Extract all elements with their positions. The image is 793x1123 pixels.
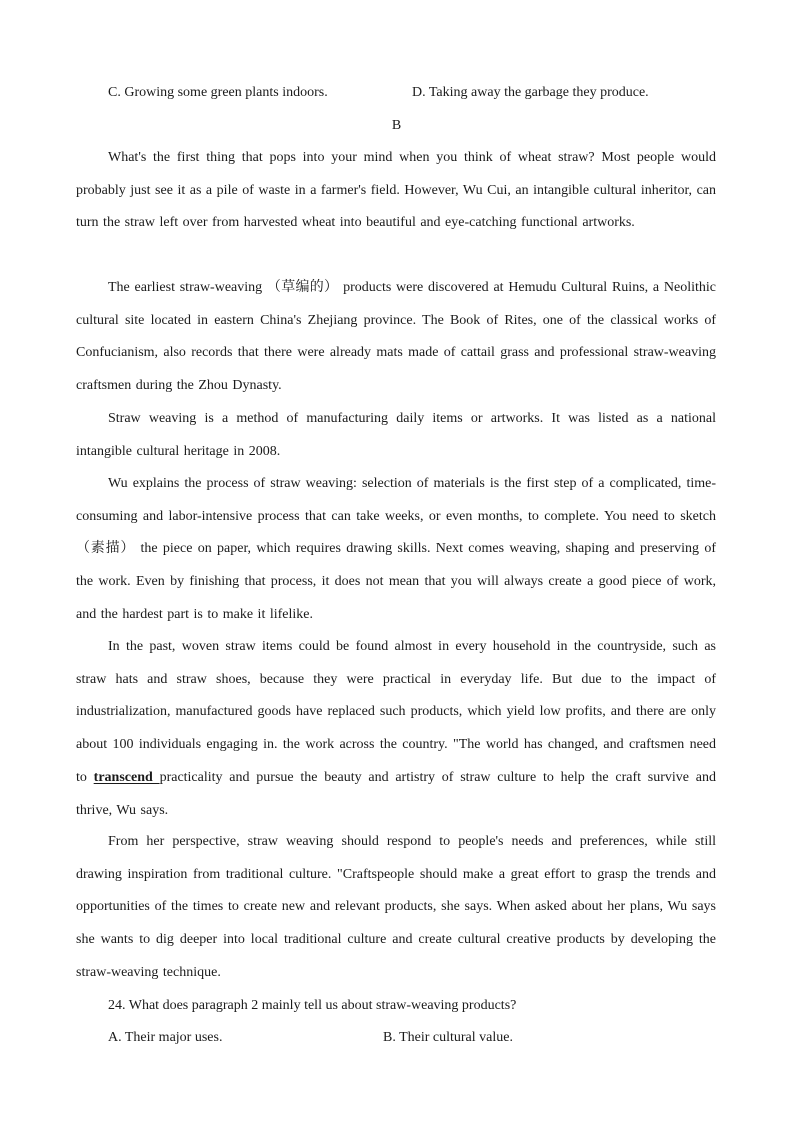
paragraph-2: The earliest straw-weaving （草编的） products were discovered at Hemudu Cultural Ruins, a Neolithic cultural site located in eastern China's Zhejiang province. The Book of Rites, one of the classical works of Confucianism, also records that there were already mats made of cattail grass and professional straw-weaving craftsmen during the Zhou Dynasty. bbox=[76, 280, 716, 394]
paragraph-3: Straw weaving is a method of manufacturing daily items or artworks. It was listed as a national intangible cultural heritage in 2008. bbox=[76, 411, 716, 459]
paragraph-5 bbox=[76, 631, 716, 827]
keyword-transcend: transcend bbox=[93, 769, 160, 785]
option-a: A. Their major uses. bbox=[108, 1030, 223, 1045]
option-c: C. Growing some green plants indoors. bbox=[108, 85, 328, 100]
option-b: B. Their cultural value. bbox=[383, 1030, 513, 1045]
section-label: B bbox=[391, 118, 402, 133]
paragraph-6: From her perspective, straw weaving should respond to people's needs and preferences, while still drawing inspiration from traditional culture. "Craftspeople should make a great effort to grasp the trends and opportunities of the times to create new and relevant products, she says. When asked about her plans, Wu says she wants to dig deeper into local traditional culture and create cultural creative products by developing the straw-weaving technique. bbox=[76, 834, 716, 980]
paragraph-5-before: In the past, woven straw items could be found almost in every household in the countryside, such as straw hats and straw shoes, because they were practical in everyday life. But due to the impact of industrialization, manufactured goods have replaced such products, which yield low profits, and there are only about 100 individuals engaging in. the work across the country. "The world has changed, and craftsmen need to bbox=[76, 639, 716, 785]
paragraph-4: Wu explains the process of straw weaving: selection of materials is the first step of a complicated, time-consuming and labor-intensive process that can take weeks, or even months, to complete. You need to sketch（素描） the piece on paper, which requires drawing skills. Next comes weaving, shaping and preserving of the work. Even by finishing that process, it does not mean that you will always create a good piece of work, and the hardest part is to make it lifelike. bbox=[76, 476, 716, 622]
question-24: 24. What does paragraph 2 mainly tell us about straw-weaving products? bbox=[108, 998, 517, 1013]
option-d: D. Taking away the garbage they produce. bbox=[412, 85, 649, 100]
paragraph-5-after: practicality and pursue the beauty and artistry of straw culture to help the craft survive and thrive, Wu says. bbox=[76, 769, 716, 818]
paragraph-1: What's the first thing that pops into your mind when you think of wheat straw? Most people would probably just see it as a pile of waste in a farmer's field. However, Wu Cui, an intangible cultural inheritor, can turn the straw left over from harvested wheat into beautiful and eye-catching functional artworks. bbox=[76, 150, 716, 231]
